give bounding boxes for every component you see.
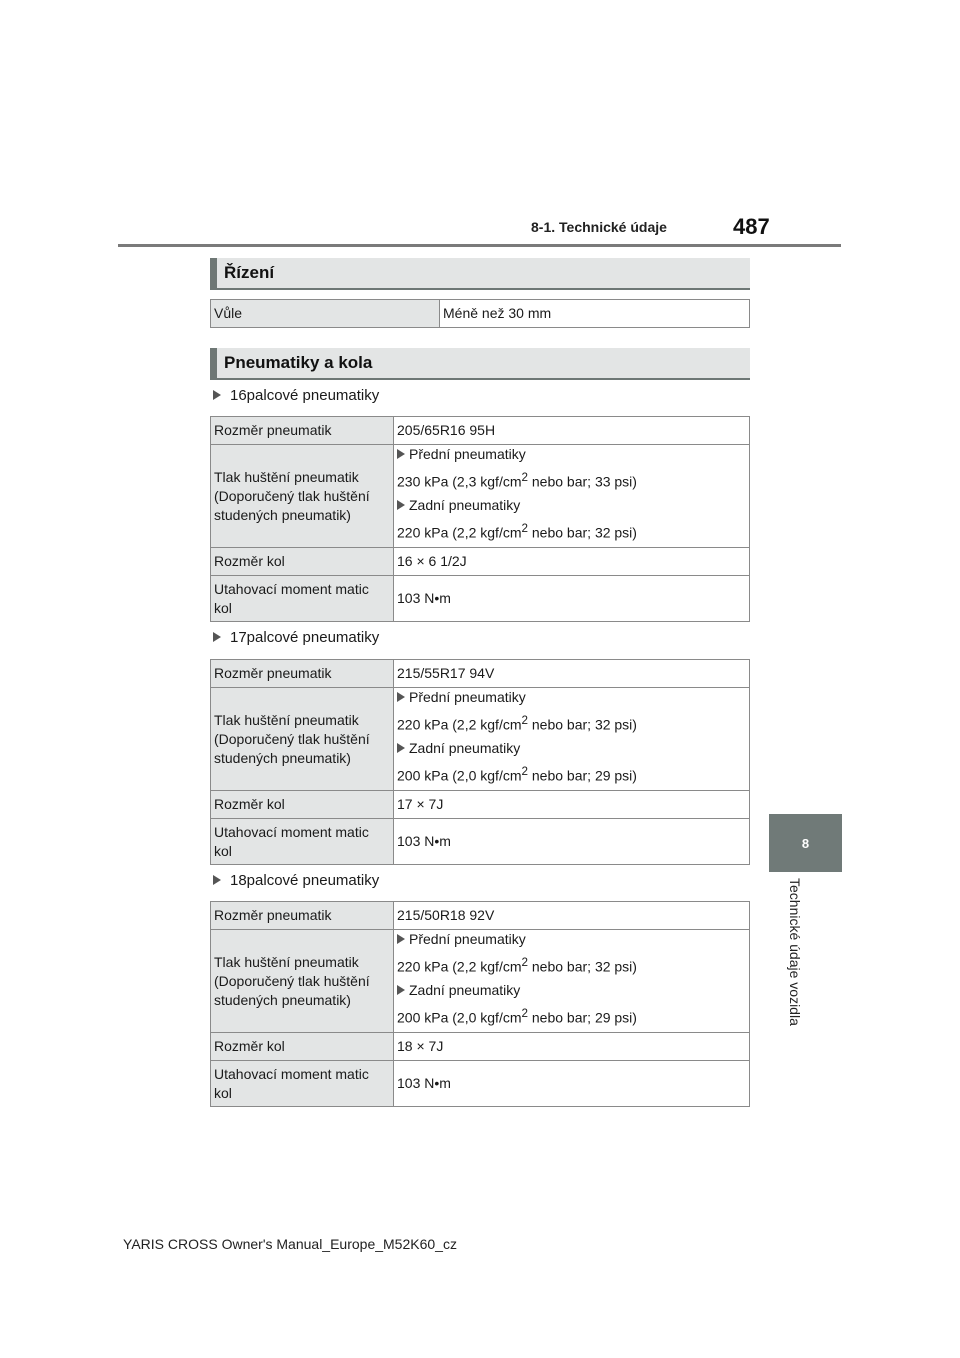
list-item: Zadní pneumatiky [397,739,746,758]
subsection-title: 16palcové pneumatiky [213,387,379,404]
table-row [211,1061,750,1107]
steering-table [210,299,750,328]
list-item: Zadní pneumatiky [397,496,746,515]
row-value: 215/55R17 94V [394,660,750,688]
table-row [211,660,750,688]
triangle-bullet-icon [397,692,405,702]
row-label: Vůle [211,300,440,328]
table-row [211,930,750,1033]
row-value: 16 × 6 1/2J [394,548,750,576]
triangle-bullet-icon [213,632,221,642]
section-heading-steering [210,258,750,290]
header-divider [118,244,841,247]
chapter-side-label [773,878,813,1058]
heading-accent-bar [210,258,217,288]
heading-accent-bar [210,348,217,378]
table-row [211,417,750,445]
chapter-label: Technické údaje vozidla [787,878,803,1026]
row-label: Rozměr pneumatik [211,417,394,445]
tire-table-16 [210,416,750,622]
triangle-bullet-icon [397,934,405,944]
pressure-value: 200 kPa (2,0 kgf/$cm^2$ nebo bar; 29 psi) [397,765,637,784]
tire-table-18 [210,901,750,1107]
row-label: Rozměr kol [211,548,394,576]
row-value: 17 × 7J [394,791,750,819]
table-row [211,1033,750,1061]
list-item: Přední pneumatiky [397,445,746,464]
row-value [394,930,750,1033]
section-title: 8-1. Technické údaje [531,219,667,235]
tire-table-17 [210,659,750,865]
pressure-value: 230 kPa (2,3 kgf/$cm^2$ nebo bar; 33 psi) [397,471,637,490]
row-value: 205/65R16 95H [394,417,750,445]
table-row [211,445,750,548]
table-row [211,902,750,930]
table-row [211,576,750,622]
triangle-bullet-icon [213,875,221,885]
row-value: 215/50R18 92V [394,902,750,930]
row-label: Utahovací moment matic kol [211,576,394,622]
subsection-title: 18palcové pneumatiky [213,872,379,889]
pressure-value: 220 kPa (2,2 kgf/$cm^2$ nebo bar; 32 psi) [397,714,637,733]
table-row [211,791,750,819]
row-label: Rozměr kol [211,791,394,819]
row-label: Tlak huštění pneumatik (Doporučený tlak huštění studených pneumatik) [211,445,394,548]
row-label: Rozměr kol [211,1033,394,1061]
heading-text: Pneumatiky a kola [224,353,373,372]
row-value [394,688,750,791]
list-item: Zadní pneumatiky [397,981,746,1000]
triangle-bullet-icon [397,449,405,459]
triangle-bullet-icon [213,390,221,400]
pressure-value: 220 kPa (2,2 kgf/$cm^2$ nebo bar; 32 psi) [397,522,637,541]
row-value: 103 N•m [394,819,750,865]
section-heading-tires [210,348,750,380]
pressure-value: 200 kPa (2,0 kgf/$cm^2$ nebo bar; 29 psi) [397,1007,637,1026]
row-label: Tlak huštění pneumatik (Doporučený tlak huštění studených pneumatik) [211,930,394,1033]
row-value [394,445,750,548]
list-item: Přední pneumatiky [397,930,746,949]
chapter-tab [769,814,842,872]
list-item: Přední pneumatiky [397,688,746,707]
row-value: 18 × 7J [394,1033,750,1061]
row-label: Utahovací moment matic kol [211,819,394,865]
heading-text: Řízení [224,263,275,282]
pressure-value: 220 kPa (2,2 kgf/$cm^2$ nebo bar; 32 psi) [397,956,637,975]
table-row [211,819,750,865]
row-label: Utahovací moment matic kol [211,1061,394,1107]
row-value: Méně než 30 mm [440,300,750,328]
row-value: 103 N•m [394,1061,750,1107]
row-label: Tlak huštění pneumatik (Doporučený tlak huštění studených pneumatik) [211,688,394,791]
table-row [211,300,750,328]
table-row [211,688,750,791]
page-footer: YARIS CROSS Owner's Manual_Europe_M52K60_cz [123,1236,457,1252]
row-label: Rozměr pneumatik [211,660,394,688]
table-row [211,548,750,576]
triangle-bullet-icon [397,985,405,995]
subsection-title: 17palcové pneumatiky [213,629,379,646]
row-label: Rozměr pneumatik [211,902,394,930]
page-number: 487 [733,214,770,239]
triangle-bullet-icon [397,743,405,753]
chapter-number: 8 [801,835,810,851]
row-value: 103 N•m [394,576,750,622]
triangle-bullet-icon [397,500,405,510]
